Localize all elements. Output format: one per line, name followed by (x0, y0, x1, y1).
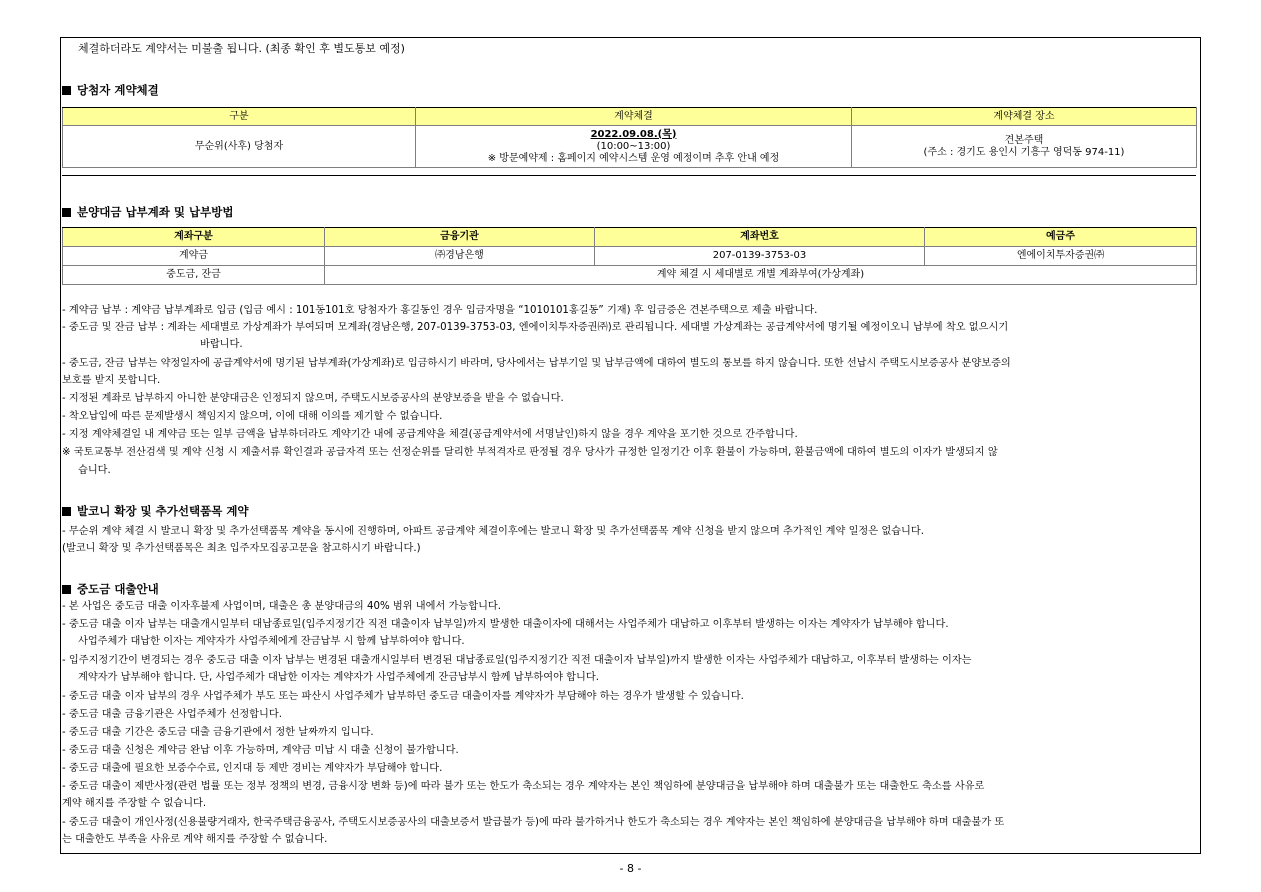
contract-date-cell (416, 126, 852, 168)
payment-note: - 지정된 계좌로 납부하지 아니한 분양대금은 인정되지 않으며, 주택도시보증공사의 분양보증을 받을 수 없습니다. (62, 393, 564, 404)
payment-account: 207-0139-3753-03 (595, 247, 925, 266)
payment-note: - 계약금 납부 : 계약금 납부계좌로 입금 (입금 예시 : 101동101호 당첨자가 홍길동인 경우 입금자명을 “1010101홍길동” 기재) 후 입금증은 견본주택으로 제출 바랍니다. (62, 305, 818, 316)
loan-note: - 중도금 대출 신청은 계약금 완납 이후 가능하며, 계약금 미납 시 대출 신청이 불가합니다. (62, 745, 459, 756)
payment-virtual-account: 계약 체결 시 세대별로 개별 계좌부여(가상계좌) (325, 266, 1197, 285)
contract-header-type: 구분 (63, 108, 416, 126)
contract-table (62, 107, 1197, 168)
contract-date: 2022.09.08.(목) (590, 128, 677, 140)
square-bullet-icon (62, 208, 71, 217)
payment-header-holder: 예금주 (925, 228, 1197, 247)
loan-note: - 중도금 대출 기간은 중도금 대출 금융기관에서 정한 날짜까지 입니다. (62, 727, 374, 738)
contract-type-cell: 무순위(사후) 당첨자 (63, 126, 416, 168)
square-bullet-icon (62, 507, 71, 516)
contract-note: ※ 방문예약제 : 홈페이지 예약시스템 운영 예정이며 추후 안내 예정 (487, 152, 780, 164)
loan-note: 는 대출한도 부족을 사유로 계약 해지를 주장할 수 없습니다. (62, 834, 328, 845)
payment-header-kind: 계좌구분 (63, 228, 325, 247)
payment-header-account: 계좌번호 (595, 228, 925, 247)
loan-note: - 중도금 대출 금융기관은 사업주체가 선정합니다. (62, 709, 282, 720)
loan-note: 계약자가 납부해야 합니다. 단, 사업주체가 대납한 이자는 계약자가 사업주체에게 잔금납부시 함께 납부하여야 합니다. (78, 672, 599, 683)
loan-note: - 중도금 대출 이자 납부의 경우 사업주체가 부도 또는 파산시 사업주체가 납부하던 중도금 대출이자를 계약자가 부담해야 하는 경우가 발생할 수 있습니다. (62, 691, 744, 702)
loan-note: - 중도금 대출 이자 납부는 대출개시일부터 대납종료일(입주지정기간 직전 대출이자 납부일)까지 발생한 대출이자에 대해서는 사업주체가 대납하고 이후부터 발생하는 이자는 계약자가 납부해야 합니다. (62, 619, 949, 630)
payment-note: 바랍니다. (200, 339, 243, 350)
balcony-note: - 무순위 계약 체결 시 발코니 확장 및 추가선택품목 계약을 동시에 진행하며, 아파트 공급계약 체결이후에는 발코니 확장 및 추가선택품목 계약 신청을 받지 않으며 추가적인 계약 일정은 없습니다. (62, 526, 924, 537)
contract-place-cell (852, 126, 1197, 168)
section-title-loan: 중도금 대출안내 (62, 581, 159, 597)
contract-time: (10:00~13:00) (596, 140, 671, 152)
loan-note: - 입주지정기간이 변경되는 경우 중도금 대출 이자 납부는 변경된 대출개시일부터 변경된 대납종료일(입주지정기간 직전 대출이자 납부일)까지 발생한 이자는 사업주체가 대납하고, 이후부터 발생하는 이자는 (62, 655, 972, 666)
section-title-balcony: 발코니 확장 및 추가선택품목 계약 (62, 503, 249, 519)
loan-note: - 본 사업은 중도금 대출 이자후불제 사업이며, 대출은 총 분양대금의 40% 범위 내에서 가능합니다. (62, 601, 502, 612)
contract-place-name: 견본주택 (1004, 134, 1044, 146)
payment-bank: ㈜경남은행 (325, 247, 595, 266)
section-title-contract: 당첨자 계약체결 (62, 82, 159, 98)
page-number: - 8 - (619, 862, 642, 875)
payment-holder: 엔에이치투자증권㈜ (925, 247, 1197, 266)
contract-divider (62, 175, 1196, 176)
square-bullet-icon (62, 86, 71, 95)
payment-note: - 지정 계약체결일 내 계약금 또는 일부 금액을 납부하더라도 계약기간 내에 공급계약을 체결(공급계약서에 서명날인)하지 않을 경우 계약을 포기한 것으로 간주합니다. (62, 429, 798, 440)
section-title-payment: 분양대금 납부계좌 및 납부방법 (62, 204, 233, 220)
payment-header-bank: 금융기관 (325, 228, 595, 247)
contract-header-place: 계약체결 장소 (852, 108, 1197, 126)
payment-note: - 착오납입에 따른 문제발생시 책임지지 않으며, 이에 대해 이의를 제기할 수 없습니다. (62, 411, 443, 422)
payment-note: ※ 국토교통부 전산검색 및 계약 신청 시 제출서류 확인결과 공급자격 또는 선정순위를 달리한 부적격자로 판정될 경우 당사가 규정한 일정기간 이후 환불이 가능하며, 환불금액에 대하여 별도의 이자가 발생되지 않 (62, 447, 998, 458)
payment-table (62, 227, 1197, 285)
payment-kind-balance: 중도금, 잔금 (63, 266, 325, 285)
loan-note: - 중도금 대출에 필요한 보증수수료, 인지대 등 제반 경비는 계약자가 부담해야 합니다. (62, 763, 443, 774)
intro-text: 체결하더라도 계약서는 미불출 됩니다. (최종 확인 후 별도통보 예정) (78, 42, 405, 55)
payment-note: - 중도금, 잔금 납부는 약정일자에 공급계약서에 명기된 납부계좌(가상계좌)로 입금하시기 바라며, 당사에서는 납부기일 및 납부금액에 대하여 별도의 통보를 하지 않습니다. 또한 선납시 주택도시보증공사 분양보증의 (62, 358, 1011, 369)
loan-note: 계약 해지를 주장할 수 없습니다. (62, 798, 207, 809)
contract-header-date: 계약체결 (416, 108, 852, 126)
payment-note: 보호를 받지 못합니다. (62, 375, 161, 386)
payment-kind-deposit: 계약금 (63, 247, 325, 266)
contract-place-address: (주소 : 경기도 용인시 기흥구 영덕동 974-11) (923, 146, 1125, 158)
loan-note: - 중도금 대출이 제반사정(관련 법률 또는 정부 정책의 변경, 금융시장 변화 등)에 따라 불가 또는 한도가 축소되는 경우 계약자는 본인 책임하에 분양대금을 납부해야 하며 대출불가 또는 대출한도 축소를 사유로 (62, 781, 985, 792)
loan-note: - 중도금 대출이 개인사정(신용불량거래자, 한국주택금융공사, 주택도시보증공사의 대출보증서 발급불가 등)에 따라 불가하거나 한도가 축소되는 경우 계약자는 본인 책임하에 분양대금을 납부해야 하며 대출불가 또 (62, 817, 1005, 828)
payment-note: 습니다. (78, 465, 111, 476)
square-bullet-icon (62, 585, 71, 594)
balcony-note: (발코니 확장 및 추가선택품목은 최초 입주자모집공고문을 참고하시기 바랍니다.) (62, 543, 421, 554)
loan-note: 사업주체가 대납한 이자는 계약자가 사업주체에게 잔금납부 시 함께 납부하여야 합니다. (78, 636, 465, 647)
payment-note: - 중도금 및 잔금 납부 : 계좌는 세대별로 가상계좌가 부여되며 모계좌(경남은행, 207-0139-3753-03, 엔에이치투자증권㈜)로 관리됩니다. 세대별 가상계좌는 공급계약서에 명기될 예정이오니 납부에 착오 없으시기 (62, 322, 1009, 333)
